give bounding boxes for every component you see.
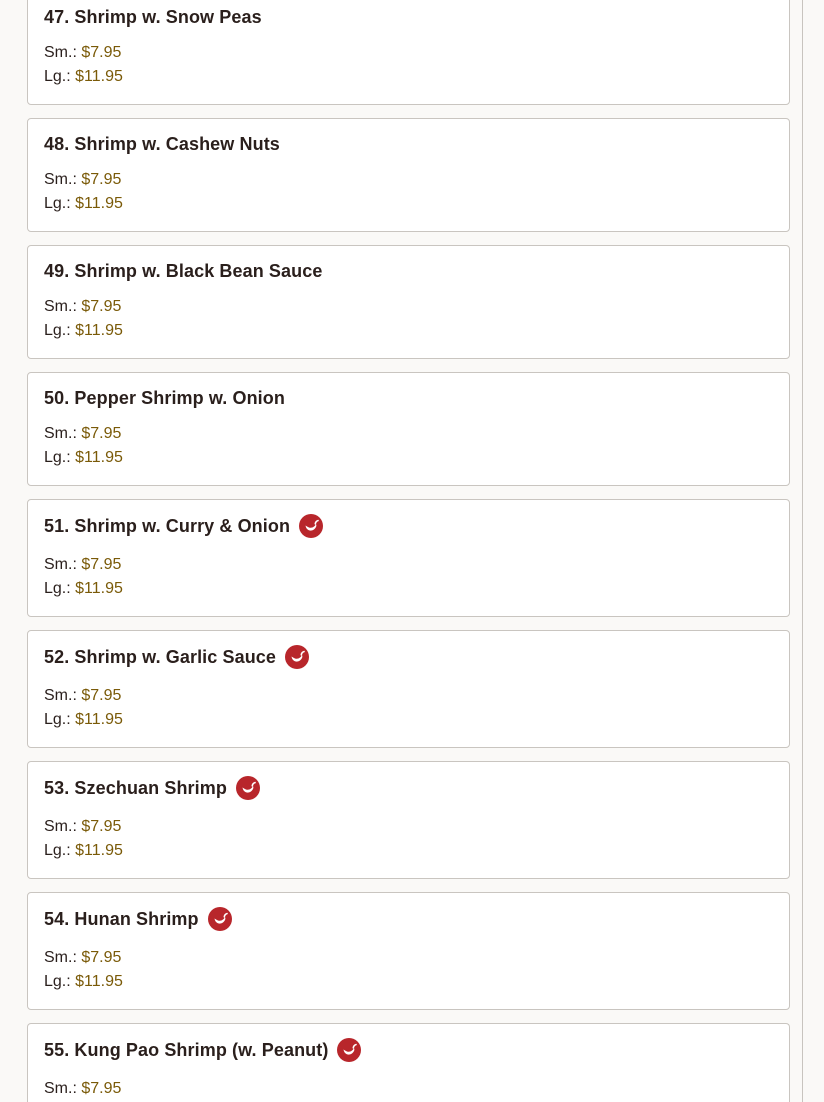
menu-item-header	[44, 907, 232, 931]
small-size-label: Sm.:	[44, 44, 77, 61]
hot-pepper-icon	[236, 776, 260, 800]
small-price: $7.95	[81, 1080, 122, 1097]
small-price-line	[44, 425, 121, 443]
small-price: $7.95	[81, 949, 122, 966]
menu-item-title: 52. Shrimp w. Garlic Sauce	[44, 646, 277, 667]
large-price-line	[44, 842, 123, 860]
small-price-line	[44, 556, 121, 574]
large-price-line	[44, 580, 123, 598]
large-price: $11.95	[75, 973, 123, 990]
menu-item-title: 54. Hunan Shrimp	[44, 908, 199, 929]
large-price: $11.95	[75, 842, 123, 859]
small-price: $7.95	[81, 44, 122, 61]
menu-item-header	[44, 1038, 361, 1062]
menu-item-card[interactable]	[27, 118, 790, 232]
menu-item-card[interactable]	[27, 499, 790, 617]
small-price: $7.95	[81, 687, 122, 704]
menu-item-card[interactable]	[27, 1023, 790, 1102]
small-price-line	[44, 949, 121, 967]
small-price-line	[44, 171, 121, 189]
menu-item-header	[44, 7, 262, 28]
large-size-label: Lg.:	[44, 322, 71, 339]
large-price: $11.95	[75, 322, 123, 339]
menu-item-card[interactable]	[27, 372, 790, 486]
large-size-label: Lg.:	[44, 842, 71, 859]
hot-pepper-icon	[285, 645, 309, 669]
menu-item-card[interactable]	[27, 892, 790, 1010]
large-size-label: Lg.:	[44, 195, 71, 212]
large-size-label: Lg.:	[44, 449, 71, 466]
menu-item-title: 48. Shrimp w. Cashew Nuts	[44, 134, 280, 154]
small-size-label: Sm.:	[44, 425, 77, 442]
small-price: $7.95	[81, 556, 122, 573]
large-price: $11.95	[75, 580, 123, 597]
small-price-line	[44, 687, 121, 705]
menu-item-header	[44, 776, 260, 800]
small-price-line	[44, 1080, 121, 1098]
small-price: $7.95	[81, 298, 122, 315]
menu-item-header	[44, 645, 309, 669]
large-price-line	[44, 68, 123, 86]
small-size-label: Sm.:	[44, 818, 77, 835]
menu-item-card[interactable]	[27, 630, 790, 748]
small-price-line	[44, 44, 121, 62]
menu-item-title: 55. Kung Pao Shrimp (w. Peanut)	[44, 1039, 329, 1060]
large-price: $11.95	[75, 711, 123, 728]
hot-pepper-icon	[299, 514, 323, 538]
small-price-line	[44, 818, 121, 836]
menu-item-header	[44, 134, 280, 155]
hot-pepper-icon	[208, 907, 232, 931]
small-price-line	[44, 298, 121, 316]
page-border	[802, 0, 803, 1102]
menu-item-header	[44, 514, 323, 538]
menu-item-header	[44, 388, 285, 409]
small-price: $7.95	[81, 818, 122, 835]
menu-item-card[interactable]	[27, 0, 790, 105]
small-price: $7.95	[81, 425, 122, 442]
menu-item-title: 49. Shrimp w. Black Bean Sauce	[44, 261, 323, 281]
small-price: $7.95	[81, 171, 122, 188]
large-price: $11.95	[75, 195, 123, 212]
menu-item-title: 47. Shrimp w. Snow Peas	[44, 7, 262, 27]
small-size-label: Sm.:	[44, 949, 77, 966]
small-size-label: Sm.:	[44, 298, 77, 315]
large-price-line	[44, 711, 123, 729]
menu-item-card[interactable]	[27, 761, 790, 879]
large-price: $11.95	[75, 68, 123, 85]
large-price-line	[44, 195, 123, 213]
small-size-label: Sm.:	[44, 687, 77, 704]
menu-item-title: 50. Pepper Shrimp w. Onion	[44, 388, 285, 408]
large-price-line	[44, 973, 123, 991]
menu-item-card[interactable]	[27, 245, 790, 359]
large-price-line	[44, 449, 123, 467]
menu-item-title: 51. Shrimp w. Curry & Onion	[44, 515, 291, 536]
large-price-line	[44, 322, 123, 340]
small-size-label: Sm.:	[44, 171, 77, 188]
large-size-label: Lg.:	[44, 580, 71, 597]
large-size-label: Lg.:	[44, 68, 71, 85]
menu-item-title: 53. Szechuan Shrimp	[44, 777, 227, 798]
large-size-label: Lg.:	[44, 973, 71, 990]
small-size-label: Sm.:	[44, 556, 77, 573]
small-size-label: Sm.:	[44, 1080, 77, 1097]
hot-pepper-icon	[337, 1038, 361, 1062]
large-price: $11.95	[75, 449, 123, 466]
large-size-label: Lg.:	[44, 711, 71, 728]
menu-item-header	[44, 261, 322, 282]
